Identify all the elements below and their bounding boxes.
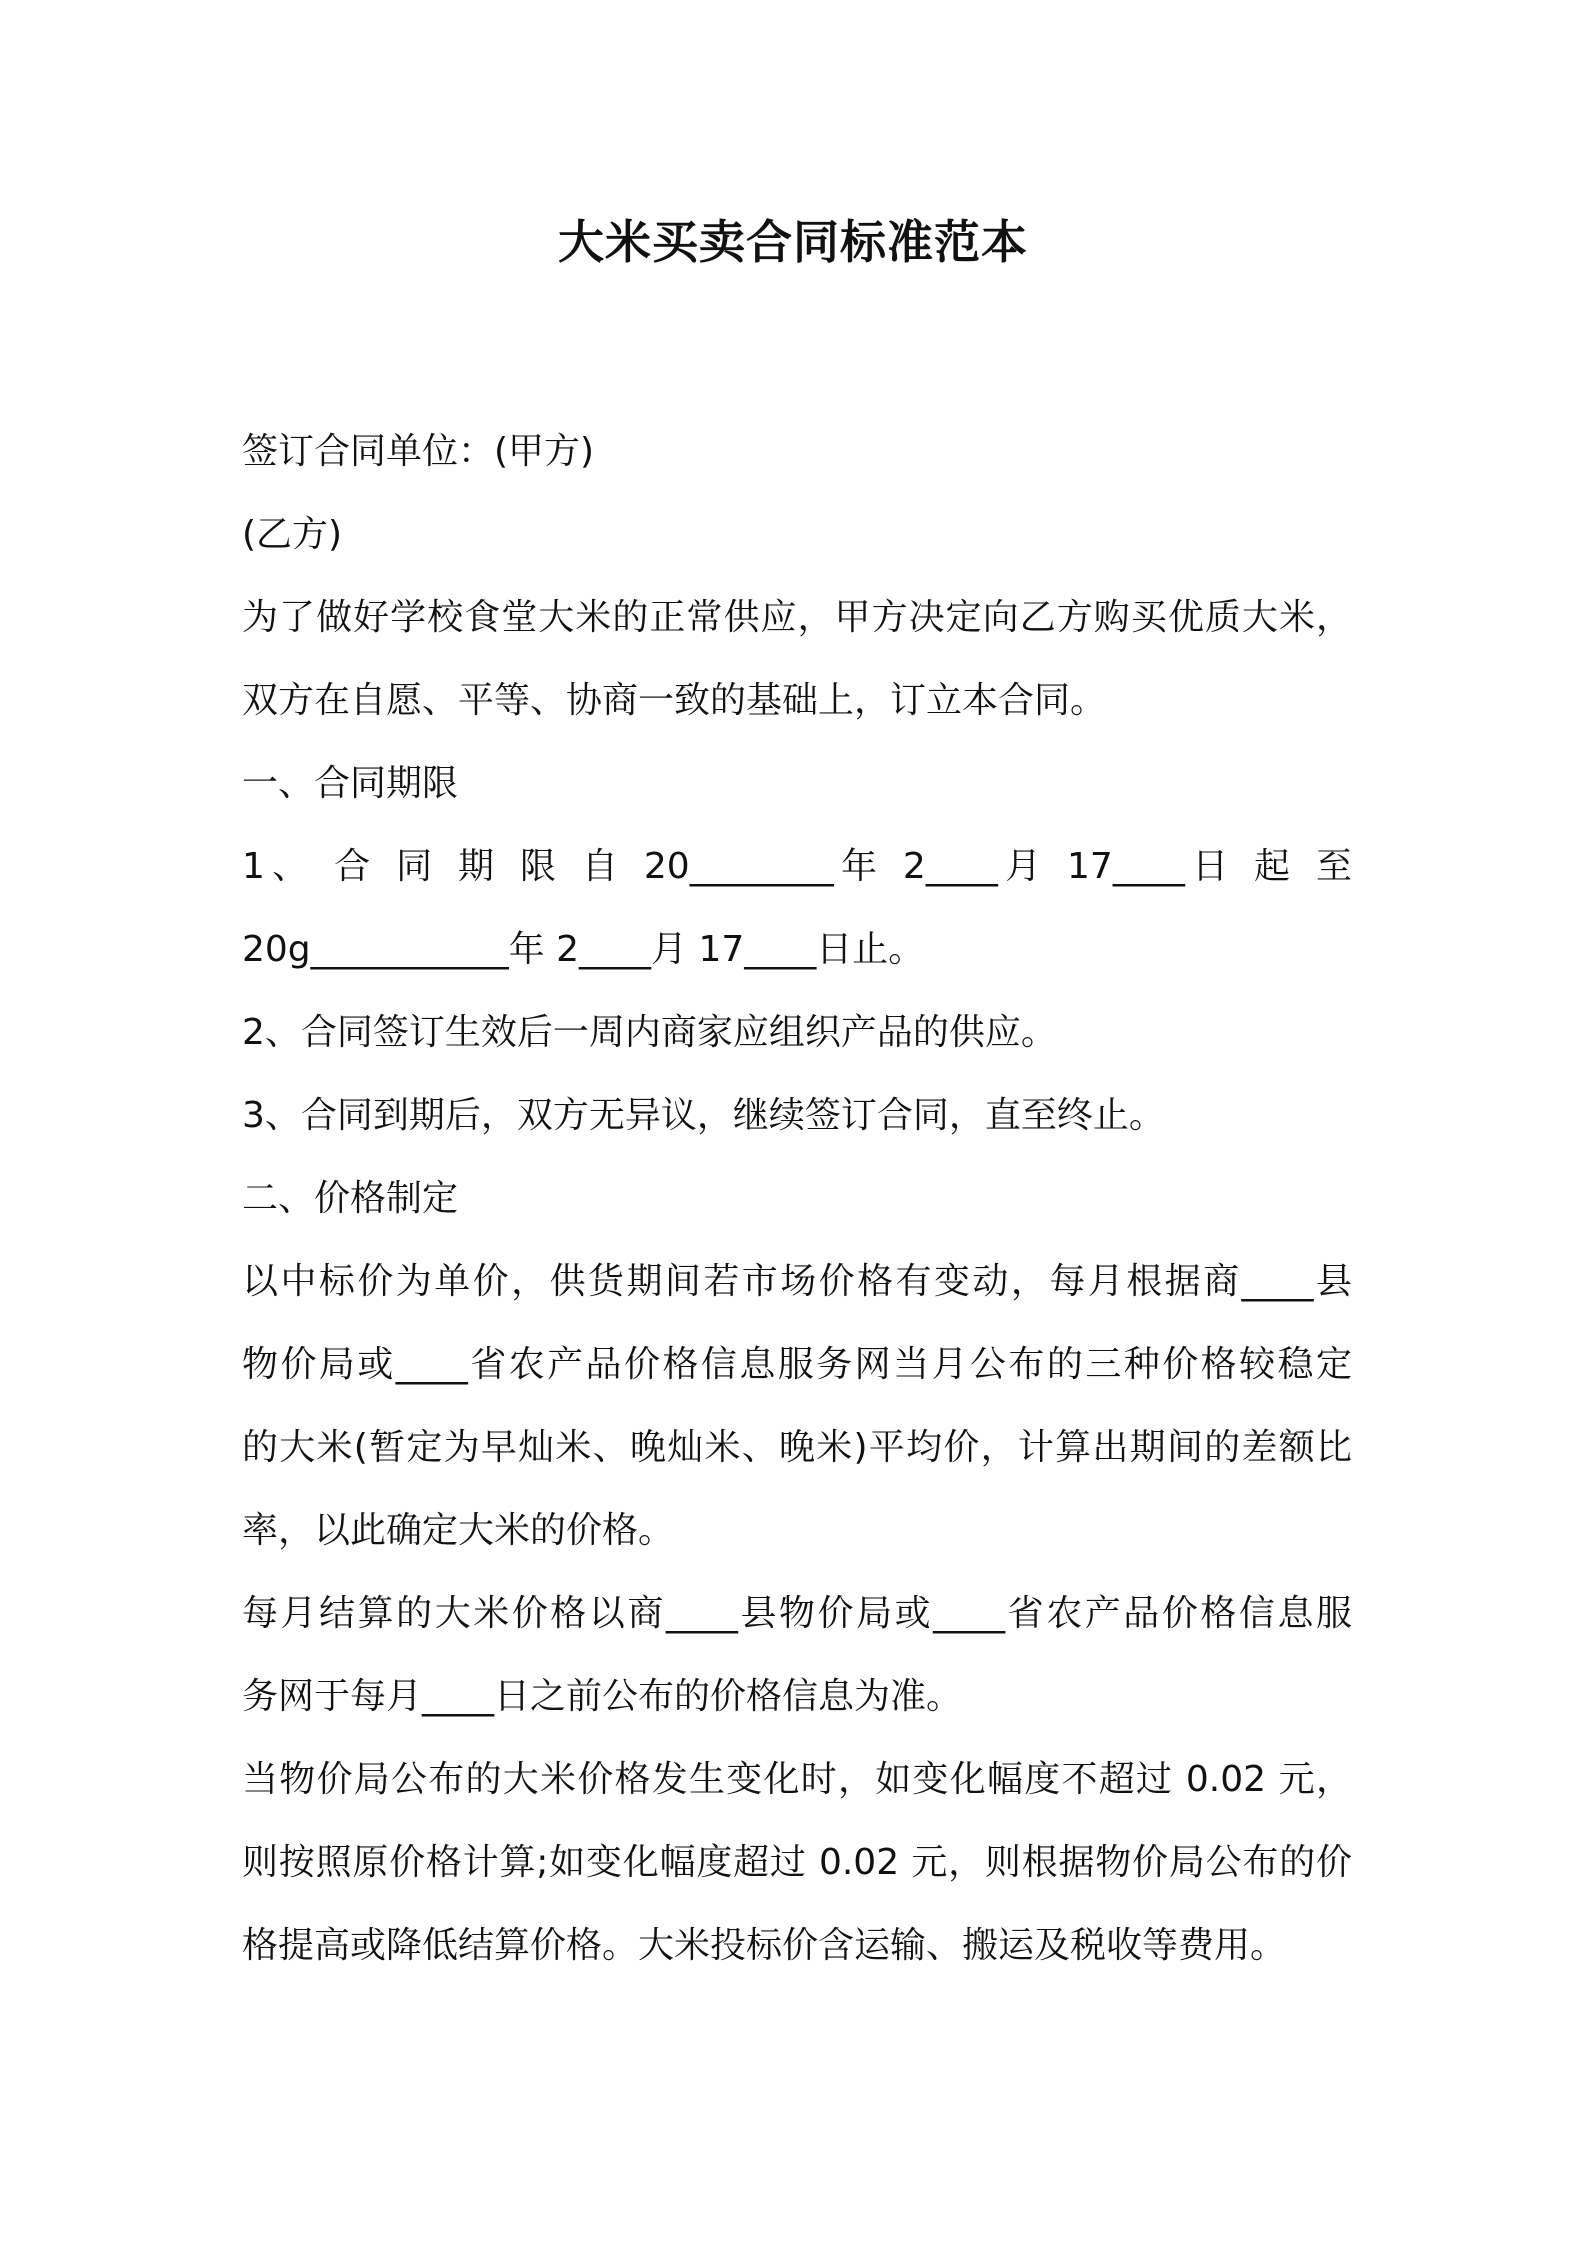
preamble-line: 双方在自愿、平等、协商一致的基础上，订立本合同。 [242,680,1107,721]
paragraph-line: 的大米(暂定为早灿米、晚灿米、晚米)平均价，计算出期间的差额比 [242,1427,1352,1468]
contract-parties-line: 签订合同单位：(甲方) [242,431,595,472]
paragraph-line: 率，以此确定大米的价格。 [242,1510,675,1551]
paragraph-line: 当物价局公布的大米价格发生变化时，如变化幅度不超过 0.02 元， [242,1759,1352,1800]
paragraph-line: 物价局或____省农产品价格信息服务网当月公布的三种价格较稳定 [242,1344,1352,1385]
party-b-line: (乙方) [242,514,343,555]
clause-line: 20g___________年 2____月 17____日止。 [242,929,925,970]
paragraph-line: 每月结算的大米价格以商____县物价局或____省农产品价格信息服 [242,1593,1352,1634]
document-body [242,410,1352,1987]
paragraph-line: 以中标价为单价，供货期间若市场价格有变动，每月根据商____县 [242,1261,1352,1302]
section-heading: 一、合同期限 [242,763,459,804]
paragraph-line: 格提高或降低结算价格。大米投标价含运输、搬运及税收等费用。 [242,1925,1287,1966]
preamble-line: 为了做好学校食堂大米的正常供应，甲方决定向乙方购买优质大米， [242,597,1352,638]
clause-line: 3、合同到期后，双方无异议，继续签订合同，直至终止。 [242,1095,1165,1136]
clause-line: 2、合同签订生效后一周内商家应组织产品的供应。 [242,1012,1057,1053]
paragraph-line: 务网于每月____日之前公布的价格信息为准。 [242,1676,963,1717]
clause-line: 1、 合 同 期 限 自 20________年 2____月 17____日 起 至 [242,846,1352,887]
paragraph-line: 则按照原价格计算;如变化幅度超过 0.02 元，则根据物价局公布的价 [242,1842,1352,1883]
document-title: 大米买卖合同标准范本 [558,215,1028,269]
section-heading: 二、价格制定 [242,1178,459,1219]
